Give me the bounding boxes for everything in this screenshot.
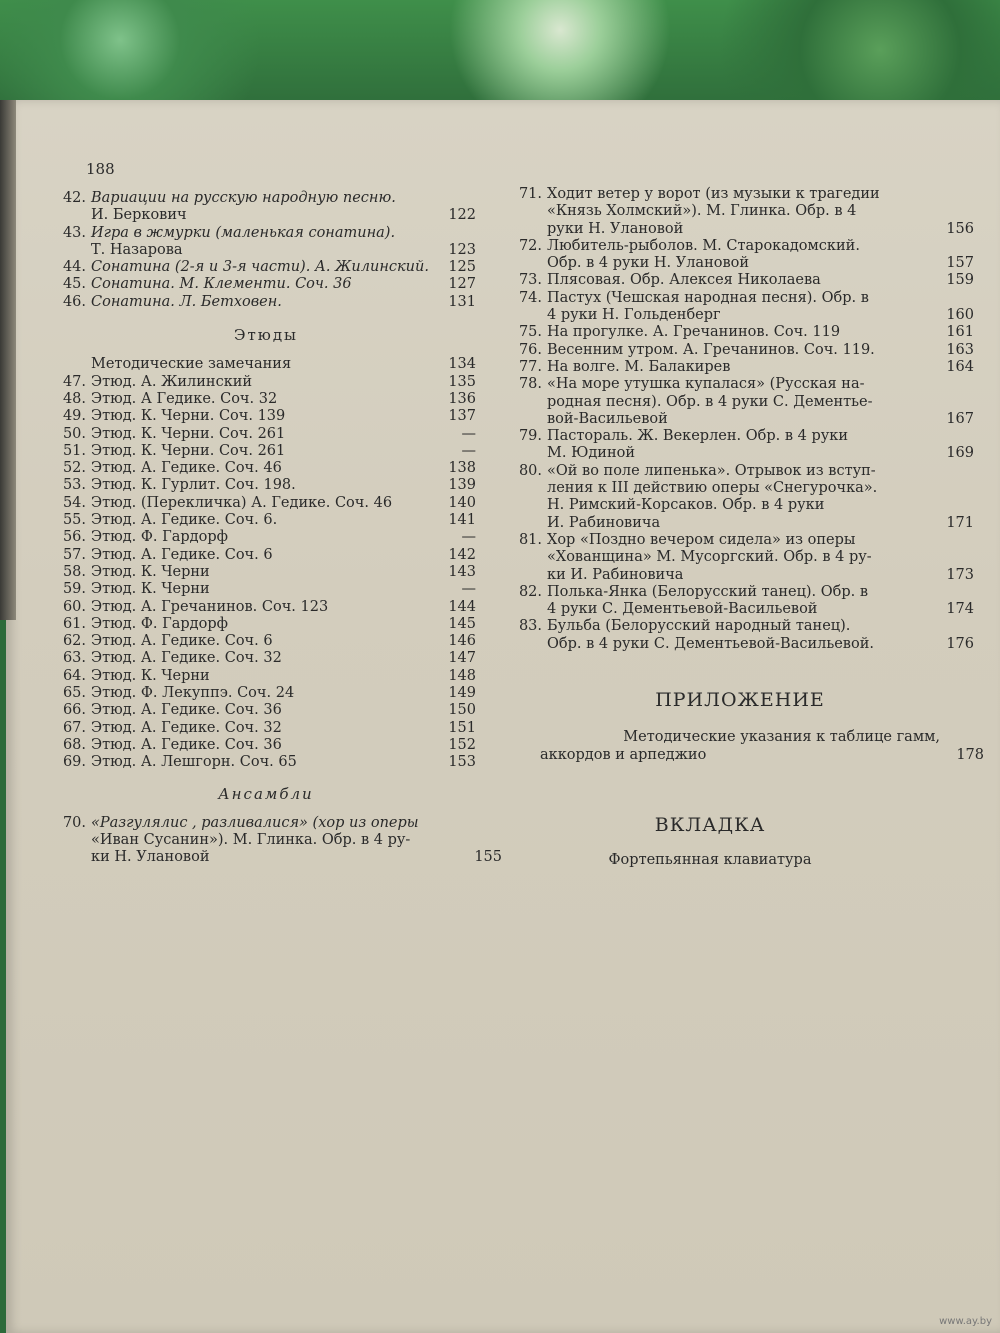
list-item xyxy=(56,685,476,702)
list-item xyxy=(512,376,974,428)
entry-number: 72. xyxy=(518,237,542,254)
entry-line: Т. Назарова xyxy=(91,241,183,258)
entry-title: Этюд. Ф. Гардорф xyxy=(91,529,228,546)
insert-heading: ВКЛАДКА xyxy=(654,814,766,836)
list-item xyxy=(56,512,476,529)
entry-title: Этюд. К. Гурлит. Соч. 198. xyxy=(91,477,296,494)
entry-line: Плясовая. Обр. Алексея Николаева xyxy=(547,272,821,289)
entry-page: 149 xyxy=(448,685,476,702)
entry-number: 57. xyxy=(62,546,86,563)
entry-line: Весенним утром. А. Гречанинов. Соч. 119. xyxy=(547,341,875,358)
appendix-section xyxy=(540,689,984,764)
entry-number: 42. xyxy=(62,190,86,206)
entry-number: 50. xyxy=(62,425,86,442)
entry-title: Этюд. К. Черни xyxy=(91,581,210,598)
entry-title: Этюд. Ф. Гардорф xyxy=(91,615,228,632)
entry-title: Этюд. А. Гедике. Соч. 6 xyxy=(91,633,273,650)
list-item xyxy=(512,186,974,238)
entry-number: 52. xyxy=(62,460,86,477)
ensembles-heading: Ансамбли xyxy=(218,784,314,803)
entry-line: ки Н. Улановой xyxy=(91,849,210,866)
entry-page: 136 xyxy=(448,390,476,407)
entry-page: 122 xyxy=(448,207,476,224)
entry-number: 80. xyxy=(518,462,542,479)
list-item xyxy=(56,581,476,598)
entry-title: Этюд. К. Черни. Соч. 261 xyxy=(91,442,286,459)
entry-line: Пастораль. Ж. Векерлен. Обр. в 4 руки xyxy=(547,428,849,445)
entry-page: 171 xyxy=(946,514,974,531)
entry-page: 146 xyxy=(448,633,476,650)
list-item xyxy=(512,428,974,463)
entry-line: ления к III действию оперы «Снегурочка». xyxy=(547,480,878,497)
appendix-heading: ПРИЛОЖЕНИЕ xyxy=(655,689,825,711)
entry-line: ки И. Рабиновича xyxy=(547,566,684,583)
entry-line: И. Рабиновича xyxy=(547,514,661,531)
entry-number: 70. xyxy=(62,814,86,831)
list-item xyxy=(56,547,476,564)
entry-line: вой-Васильевой xyxy=(547,410,668,427)
entry-number: 58. xyxy=(62,563,86,580)
list-item xyxy=(56,616,476,633)
entry-page: 148 xyxy=(448,667,476,684)
entry-line: «Князь Холмский»). М. Глинка. Обр. в 4 xyxy=(547,203,857,220)
entry-title: Этюд. К. Черни xyxy=(91,563,210,580)
entry-page: 157 xyxy=(946,255,974,272)
entry-number: 61. xyxy=(62,615,86,632)
entry-number: 54. xyxy=(62,494,86,511)
entry-title: Сонатина. Л. Бетховен. xyxy=(91,293,282,310)
entry-number: 77. xyxy=(518,358,542,375)
entry-line: Обр. в 4 руки С. Дементьевой-Васильевой. xyxy=(547,635,874,652)
entry-page: 155 xyxy=(474,849,502,866)
entry-page: 131 xyxy=(448,293,476,310)
entry-number: 73. xyxy=(518,272,542,289)
entry-page: 173 xyxy=(946,566,974,583)
entry-number: 76. xyxy=(518,341,542,358)
entry-title: Этюд. А. Лешгорн. Соч. 65 xyxy=(91,754,297,771)
entry-number: 55. xyxy=(62,512,86,529)
list-item xyxy=(512,618,974,653)
entry-number: 46. xyxy=(62,293,86,310)
entry-title: Этюд. К. Черни. Соч. 139 xyxy=(91,408,286,425)
entry-line: «На море утушка купалася» (Русская на- xyxy=(547,376,865,393)
entry-line: 4 руки С. Дементьевой-Васильевой xyxy=(547,601,818,618)
entry-number: 64. xyxy=(62,667,86,684)
list-item xyxy=(56,564,476,581)
entry-page: — xyxy=(461,581,476,598)
entry-line: 4 руки Н. Гольденберг xyxy=(547,307,721,324)
entry-line: родная песня). Обр. в 4 руки С. Дементье- xyxy=(547,393,873,410)
entry-title: Этюд. А. Гречанинов. Соч. 123 xyxy=(91,598,329,615)
entry-title: Этюд. (Перекличка) А. Гедике. Соч. 46 xyxy=(91,494,393,511)
entry-page: 135 xyxy=(448,373,476,390)
list-item xyxy=(56,754,476,771)
entry-title: Этюд. А. Гедике. Соч. 6 xyxy=(91,546,273,563)
entry-page: 169 xyxy=(946,445,974,462)
list-item-70 xyxy=(56,814,502,867)
entry-title: Этюд. Ф. Лекуппэ. Соч. 24 xyxy=(91,685,295,702)
entry-page: 153 xyxy=(448,754,476,771)
watermark-text: www.ay.by xyxy=(939,1316,992,1327)
entry-line: Бульба (Белорусский народный танец). xyxy=(547,618,851,635)
appendix-page: 178 xyxy=(956,746,984,763)
entry-number: 49. xyxy=(62,408,86,425)
entry-page: 125 xyxy=(448,259,476,276)
entry-number: 81. xyxy=(518,531,542,548)
entry-line: «Иван Сусанин»). М. Глинка. Обр. в 4 ру- xyxy=(91,832,411,849)
entry-title: Вариации на русскую народную песню. xyxy=(91,190,396,206)
entry-page: 127 xyxy=(448,276,476,293)
list-item xyxy=(512,289,974,325)
entry-page: 164 xyxy=(946,358,974,375)
entry-number: 65. xyxy=(62,685,86,702)
entry-number: 53. xyxy=(62,477,86,494)
list-item xyxy=(512,531,974,584)
entry-line: Пастух (Чешская народная песня). Обр. в xyxy=(547,289,869,306)
book-spine xyxy=(0,100,16,620)
appendix-text-line2: аккордов и арпеджио xyxy=(540,746,707,763)
list-item xyxy=(56,668,476,685)
entry-number: 51. xyxy=(62,442,86,459)
list-item xyxy=(56,190,476,225)
entry-line: Ходит ветер у ворот (из музыки к трагедии xyxy=(547,186,880,202)
entry-number: 74. xyxy=(518,289,542,306)
entry-line: И. Беркович xyxy=(91,207,187,224)
list-item xyxy=(56,276,476,293)
entry-title: Этюд. А. Гедике. Соч. 36 xyxy=(91,736,282,753)
entry-line: «Ой во поле липенька». Отрывок из вступ- xyxy=(547,462,876,479)
entry-page: 144 xyxy=(448,598,476,615)
list-item xyxy=(56,477,476,494)
list-item xyxy=(56,259,476,276)
entry-number: 60. xyxy=(62,598,86,615)
page-number: 188 xyxy=(86,160,115,178)
entry-title: Этюд. А. Гедике. Соч. 6. xyxy=(91,512,278,529)
entry-page: 151 xyxy=(448,719,476,736)
entry-line: Н. Римский-Корсаков. Обр. в 4 руки xyxy=(547,497,825,514)
entry-line: Хор «Поздно вечером сидела» из оперы xyxy=(547,531,856,548)
entry-line: «Хованщина» М. Мусоргский. Обр. в 4 ру- xyxy=(547,549,872,566)
entry-number: 71. xyxy=(518,186,542,202)
entry-title: Этюд. А. Жилинский xyxy=(91,373,253,390)
entry-number: 67. xyxy=(62,719,86,736)
entry-page: — xyxy=(461,442,476,459)
entry-page: 160 xyxy=(946,307,974,324)
list-item xyxy=(56,374,476,391)
list-item xyxy=(512,462,974,532)
list-item xyxy=(56,650,476,667)
entry-title: Этюд. А. Гедике. Соч. 46 xyxy=(91,460,282,477)
insert-text: Фортепьянная клавиатура xyxy=(608,852,812,869)
entry-title: Этюд. А Гедике. Соч. 32 xyxy=(91,390,278,407)
entry-number: 44. xyxy=(62,259,86,276)
entry-page: 142 xyxy=(448,546,476,563)
entry-title: Сонатина. М. Клементи. Соч. 36 xyxy=(91,276,352,293)
entry-line: Полька-Янка (Белорусский танец). Обр. в xyxy=(547,583,869,600)
entry-number: 62. xyxy=(62,633,86,650)
entry-number: 82. xyxy=(518,583,542,600)
entry-page: 143 xyxy=(448,563,476,580)
list-item xyxy=(56,737,476,754)
entry-line: Любитель-рыболов. М. Старокадомский. xyxy=(547,237,860,254)
list-item xyxy=(56,294,476,311)
appendix-text-line1: Методические указания к таблице гамм, xyxy=(623,729,940,746)
list-item xyxy=(56,460,476,477)
entry-page: 150 xyxy=(448,702,476,719)
list-item xyxy=(512,358,974,376)
entry-number: 63. xyxy=(62,650,86,667)
entry-line: «Разгулялис , разливалися» (хор из оперы xyxy=(91,814,419,831)
entry-line: М. Юдиной xyxy=(547,445,636,462)
entry-title: Игра в жмурки (маленькая сонатина). xyxy=(91,224,396,241)
method-notes-title: Методические замечания xyxy=(91,356,292,373)
list-item xyxy=(56,720,476,737)
list-item xyxy=(56,426,476,443)
method-notes-entry xyxy=(56,356,476,373)
entry-page: 140 xyxy=(448,494,476,511)
right-column xyxy=(512,186,974,653)
list-item xyxy=(56,599,476,616)
entry-page: 123 xyxy=(448,241,476,258)
entry-title: Этюд. К. Черни. Соч. 261 xyxy=(91,425,286,442)
entry-title: Этюд. К. Черни xyxy=(91,667,210,684)
entry-page: 147 xyxy=(448,650,476,667)
entry-number: 56. xyxy=(62,529,86,546)
entry-page: — xyxy=(461,425,476,442)
list-item xyxy=(512,341,974,359)
entry-number: 79. xyxy=(518,428,542,445)
entry-title: Этюд. А. Гедике. Соч. 32 xyxy=(91,719,282,736)
entry-number: 48. xyxy=(62,390,86,407)
entry-page: 137 xyxy=(448,408,476,425)
list-item xyxy=(56,529,476,546)
list-item xyxy=(512,583,974,619)
entry-title: Этюд. А. Гедике. Соч. 32 xyxy=(91,650,282,667)
list-item xyxy=(56,633,476,650)
entry-title: Этюд. А. Гедике. Соч. 36 xyxy=(91,702,282,719)
entry-number: 78. xyxy=(518,376,542,393)
entry-page: 145 xyxy=(448,615,476,632)
entry-number: 83. xyxy=(518,618,542,635)
method-notes-page: 134 xyxy=(448,356,476,373)
list-item xyxy=(512,324,974,341)
entry-page: 174 xyxy=(946,601,974,618)
entry-page: 156 xyxy=(946,220,974,237)
entry-line: Обр. в 4 руки Н. Улановой xyxy=(547,255,750,272)
entry-page: 159 xyxy=(946,272,974,289)
entry-page: 138 xyxy=(448,460,476,477)
list-item xyxy=(512,272,974,289)
entry-number: 66. xyxy=(62,702,86,719)
list-item xyxy=(512,237,974,273)
entry-page: 176 xyxy=(946,635,974,652)
entry-line: руки Н. Улановой xyxy=(547,220,684,237)
list-item xyxy=(56,225,476,260)
entry-line: На прогулке. А. Гречанинов. Соч. 119 xyxy=(547,324,841,341)
entry-number: 59. xyxy=(62,581,86,598)
entry-page: 161 xyxy=(946,324,974,341)
entry-number: 69. xyxy=(62,754,86,771)
entry-number: 47. xyxy=(62,373,86,390)
insert-section xyxy=(560,814,860,870)
entry-page: 167 xyxy=(946,410,974,427)
entry-line: На волге. М. Балакирев xyxy=(547,358,731,375)
list-item xyxy=(56,408,476,425)
entry-number: 75. xyxy=(518,324,542,341)
entry-number: 45. xyxy=(62,276,86,293)
etudes-heading: Этюды xyxy=(233,326,298,345)
entry-number: 43. xyxy=(62,224,86,241)
left-column xyxy=(56,190,502,867)
entry-title: Сонатина (2-я и 3-я части). А. Жилинский. xyxy=(91,259,429,276)
list-item xyxy=(56,391,476,408)
entry-page: 163 xyxy=(946,341,974,358)
entry-page: 152 xyxy=(448,736,476,753)
entry-page: 141 xyxy=(448,512,476,529)
entry-page: 139 xyxy=(448,477,476,494)
list-item xyxy=(56,495,476,512)
list-item xyxy=(56,443,476,460)
list-item xyxy=(56,702,476,719)
entry-page: — xyxy=(461,529,476,546)
entry-number: 68. xyxy=(62,736,86,753)
